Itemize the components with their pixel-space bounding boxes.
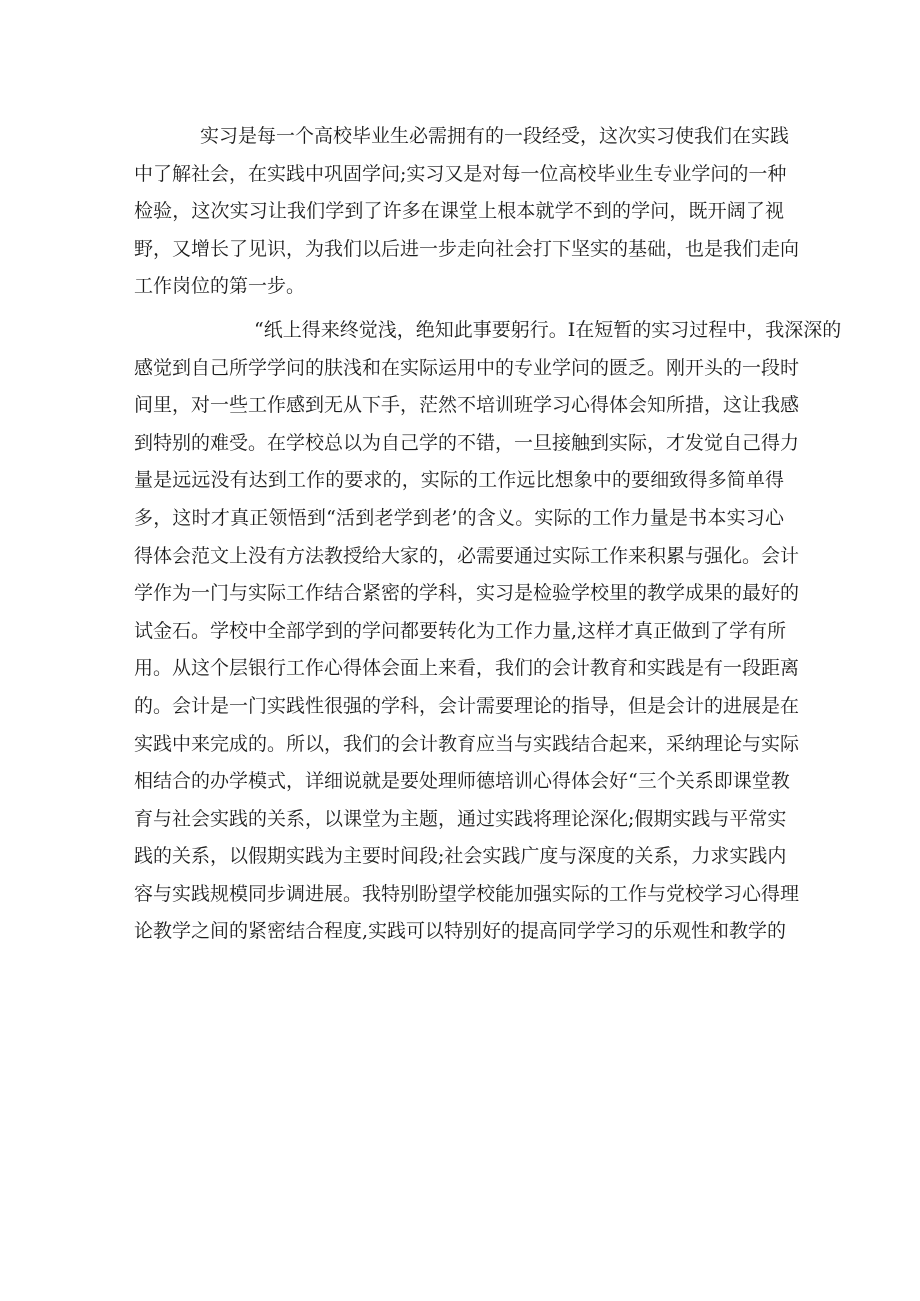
paragraph-1-line-4: 野，又增长了见识，为我们以后进一步走向社会打下坚实的基础，也是我们走向 xyxy=(134,237,800,260)
paragraph-2-line-11: 的。会计是一门实践性很强的学科，会计需要理论的指导，但是会计的进展是在 xyxy=(134,694,800,717)
paragraph-2-line-12: 实践中来完成的。所以，我们的会计教育应当与实践结合起来，采纳理论与实际 xyxy=(134,732,800,755)
paragraph-2-line-8: 学作为一门与实际工作结合紧密的学科，实习是检验学校里的教学成果的最好的 xyxy=(134,582,800,605)
paragraph-2-line-4: 到特别的难受。在学校总以为自己学的不错，一旦接触到实际，才发觉自己得力 xyxy=(134,431,800,454)
paragraph-2-line-13: 相结合的办学模式，详细说就是要处理师德培训心得体会好“三个关系即课堂教 xyxy=(134,770,790,793)
document-body xyxy=(134,118,842,951)
paragraph-2-line-17: 论教学之间的紧密结合程度,实践可以特别好的提高同学学习的乐观性和教学的 xyxy=(134,920,787,943)
paragraph-2-line-14: 育与社会实践的关系，以课堂为主题，通过实践将理论深化;假期实践与平常实 xyxy=(134,807,787,830)
paragraph-2-line-6: 多，这时才真正领悟到“活到老学到老’的含义。实际的工作力量是书本实习心 xyxy=(134,506,784,529)
paragraph-2-line-9: 试金石。学校中全部学到的学问都要转化为工作力量,这样才真正做到了学有所 xyxy=(134,619,787,642)
paragraph-2-line-3: 间里，对一些工作感到无从下手，茫然不培训班学习心得体会知所措，这让我感 xyxy=(134,394,800,417)
paragraph-1-line-1: 实习是每一个高校毕业生必需拥有的一段经受，这次实习使我们在实践 xyxy=(200,125,790,147)
paragraph-1-line-3: 检验，这次实习让我们学到了许多在课堂上根本就学不到的学问，既开阔了视 xyxy=(134,200,784,223)
paragraph-2-line-16: 容与实践规模同步调进展。我特别盼望学校能加强实际的工作与党校学习心得理 xyxy=(134,882,800,905)
paragraph-2-line-10: 用。从这个层银行工作心得体会面上来看，我们的会计教育和实践是有一段距离 xyxy=(134,657,800,680)
paragraph-2-line-7: 得体会范文上没有方法教授给大家的，必需要通过实际工作来积累与强化。会计 xyxy=(134,544,800,567)
paragraph-1-line-2: 中了解社会，在实践中巩固学问;实习又是对每一位高校毕业生专业学问的一种 xyxy=(134,162,787,185)
paragraph-2-line-2: 感觉到自己所学学问的肤浅和在实际运用中的专业学问的匮乏。刚开头的一段时 xyxy=(134,356,800,379)
paragraph-2-line-15: 践的关系，以假期实践为主要时间段;社会实践广度与深度的关系，力求实践内 xyxy=(134,845,787,868)
paragraph-2-line-1: “纸上得来终觉浅，绝知此事要躬行。I在短暂的实习过程中，我深深的 xyxy=(254,318,842,341)
paragraph-1-line-5: 工作岗位的第一步。 xyxy=(134,275,306,298)
paragraph-2-line-5: 量是远远没有达到工作的要求的，实际的工作远比想象中的要细致得多简单得 xyxy=(134,469,784,492)
